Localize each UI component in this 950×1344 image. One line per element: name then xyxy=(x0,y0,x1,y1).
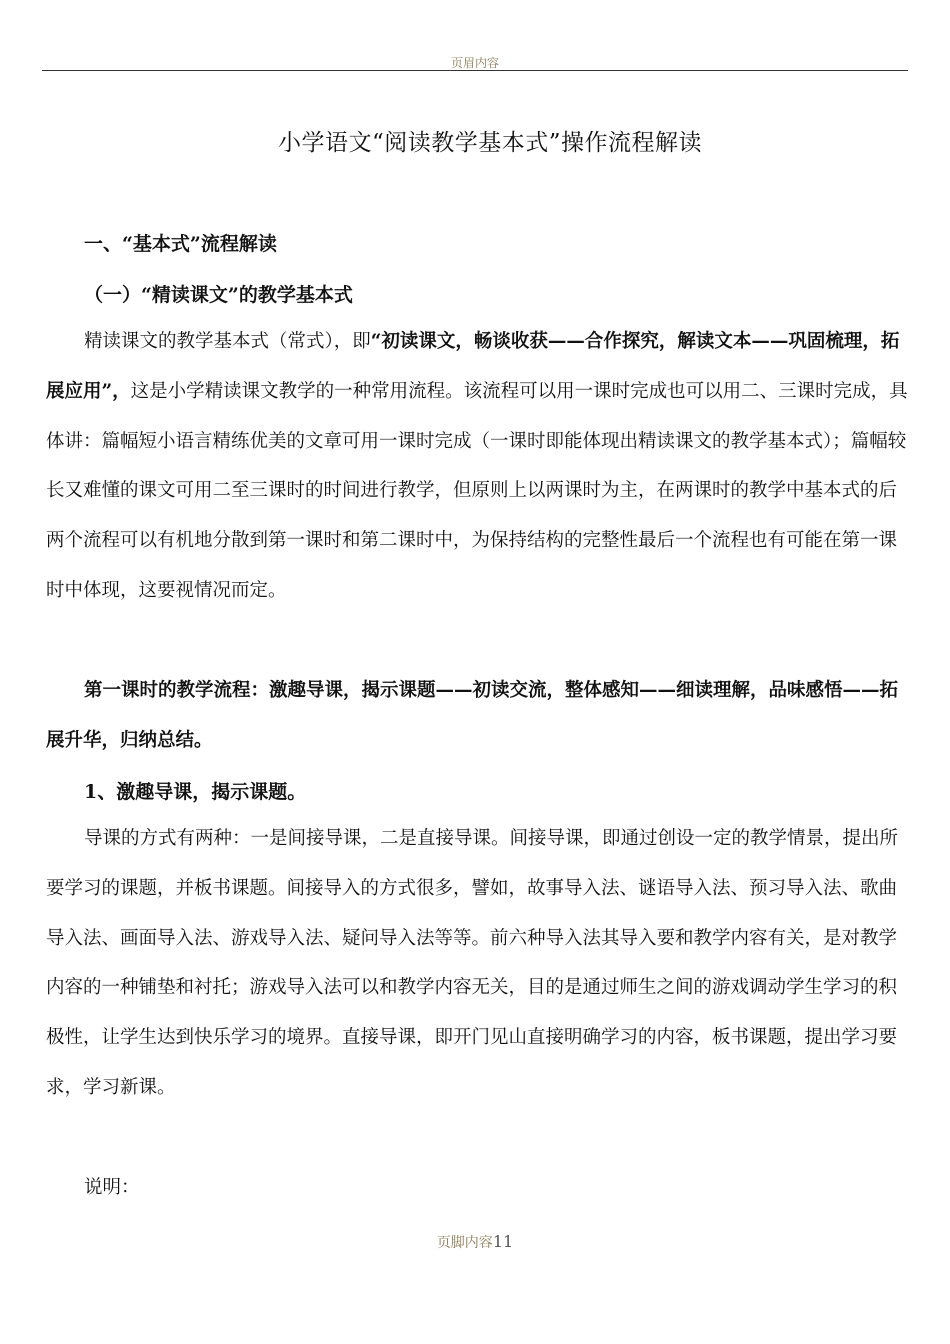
page-number: 11 xyxy=(492,1232,514,1251)
paragraph-intro-lead: 精读课文的教学基本式（常式），即 xyxy=(84,331,371,352)
paragraph-flow-text: 第一课时的教学流程：激趣导课，揭示课题——初读交流，整体感知——细读理解，品味感悟——拓展升华，归纳总结。 xyxy=(46,680,899,751)
paragraph-intro-methods-text: 导课的方式有两种：一是间接导课，二是直接导课。间接导课，即通过创设一定的教学情景，提出所要学习的课题，并板书课题。间接导入的方式很多，譬如，故事导入法、谜语导入法、预习导入法、歌曲导入法、画面导入法、游戏导入法、疑问导入法等等。前六种导入法其导入要和教学内容有关，是对教学内容的一种铺垫和衬托；游戏导入法可以和教学内容无关，目的是通过师生之间的游戏调动学生学习的积极性，让学生达到快乐学习的境界。直接导课，即开门见山直接明确学习的内容，板书课题，提出学习要求，学习新课。 xyxy=(46,828,899,1098)
paragraph-intro xyxy=(46,317,912,616)
paragraph-note xyxy=(46,1163,912,1213)
paragraph-intro-rest: 这是小学精读课文教学的一种常用流程。该流程可以用一课时完成也可以用二、三课时完成，具体讲：篇幅短小语言精练优美的文章可用一课时完成（一课时即能体现出精读课文的教学基本式）；篇幅较长又难懂的课文可用二至三课时的时间进行教学，但原则上以两课时为主，在两课时的教学中基本式的后两个流程可以有机地分散到第一课时和第二课时中，为保持结构的完整性最后一个流程也有可能在第一课时中体现，这要视情况而定。 xyxy=(46,380,908,601)
item-heading: 1、激趣导课，揭示课题。 xyxy=(84,781,307,803)
footer-label: 页脚内容 xyxy=(436,1235,493,1251)
paragraph-intro-emphasis: “初读课文，畅谈收获——合作探究，解读文本——巩固梳理，拓展应用”， xyxy=(46,331,900,402)
subsection-heading: （一）“精读课文”的教学基本式 xyxy=(84,284,353,306)
document-title: 小学语文“阅读教学基本式”操作流程解读 xyxy=(277,130,703,156)
paragraph-intro-methods xyxy=(46,814,912,1113)
paragraph-flow xyxy=(46,666,912,766)
paragraph-note-text: 说明： xyxy=(84,1177,140,1198)
page-header: 页眉内容 xyxy=(450,56,499,70)
header-divider xyxy=(42,70,908,71)
section-heading: 一、“基本式”流程解读 xyxy=(84,233,277,255)
page-footer xyxy=(0,1232,950,1252)
